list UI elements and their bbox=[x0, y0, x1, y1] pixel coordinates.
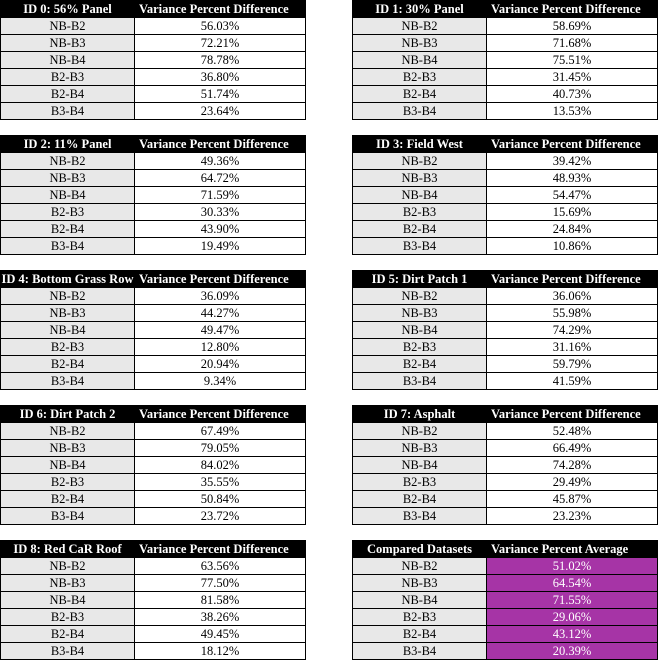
table-row bbox=[353, 440, 658, 457]
value-cell[interactable]: 78.78% bbox=[135, 52, 306, 69]
comparison-cell[interactable]: B2-B3 bbox=[353, 474, 487, 491]
table-row bbox=[1, 457, 306, 474]
table-header-row bbox=[353, 406, 658, 423]
value-cell[interactable]: 63.56% bbox=[135, 558, 306, 575]
comparison-cell[interactable]: NB-B3 bbox=[1, 575, 135, 592]
table-row bbox=[353, 187, 658, 204]
comparison-cell[interactable]: B2-B4 bbox=[353, 626, 487, 643]
table-header-row bbox=[353, 271, 658, 288]
value-cell[interactable]: 55.98% bbox=[487, 305, 658, 322]
panel-table-id-7 bbox=[352, 405, 658, 525]
table-row bbox=[353, 204, 658, 221]
value-cell[interactable]: 56.03% bbox=[135, 18, 306, 35]
value-cell[interactable]: 12.80% bbox=[135, 339, 306, 356]
value-cell[interactable]: 48.93% bbox=[487, 170, 658, 187]
value-cell[interactable]: 64.72% bbox=[135, 170, 306, 187]
table-row bbox=[1, 592, 306, 609]
table-row bbox=[1, 238, 306, 255]
comparison-cell[interactable]: B2-B4 bbox=[1, 86, 135, 103]
value-cell[interactable]: 29.49% bbox=[487, 474, 658, 491]
column-header[interactable]: Variance Percent Difference bbox=[135, 1, 306, 18]
table-header-row bbox=[1, 136, 306, 153]
value-cell[interactable]: 38.26% bbox=[135, 609, 306, 626]
comparison-cell[interactable]: NB-B4 bbox=[1, 187, 135, 204]
value-cell[interactable]: 40.73% bbox=[487, 86, 658, 103]
block-title[interactable]: ID 1: 30% Panel bbox=[353, 1, 487, 18]
comparison-cell[interactable]: NB-B3 bbox=[1, 440, 135, 457]
comparison-cell[interactable]: NB-B2 bbox=[1, 18, 135, 35]
comparison-cell[interactable]: B2-B3 bbox=[353, 609, 487, 626]
value-cell[interactable]: 20.94% bbox=[135, 356, 306, 373]
value-cell[interactable]: 24.84% bbox=[487, 221, 658, 238]
table-header-row bbox=[1, 1, 306, 18]
table-row bbox=[1, 356, 306, 373]
panel-table-id-6 bbox=[0, 405, 306, 525]
panel-table-id-5 bbox=[352, 270, 658, 390]
panel-table-id-2 bbox=[0, 135, 306, 255]
value-cell[interactable]: 50.84% bbox=[135, 491, 306, 508]
value-cell[interactable]: 79.05% bbox=[135, 440, 306, 457]
column-header[interactable]: Variance Percent Difference bbox=[135, 406, 306, 423]
comparison-cell[interactable]: B3-B4 bbox=[353, 373, 487, 390]
comparison-cell[interactable]: B3-B4 bbox=[353, 508, 487, 525]
comparison-cell[interactable]: B2-B4 bbox=[353, 356, 487, 373]
block-title[interactable]: ID 3: Field West bbox=[353, 136, 487, 153]
table-row bbox=[1, 626, 306, 643]
comparison-cell[interactable]: NB-B2 bbox=[1, 288, 135, 305]
value-cell[interactable]: 36.80% bbox=[135, 69, 306, 86]
comparison-cell[interactable]: B3-B4 bbox=[1, 508, 135, 525]
table-row bbox=[353, 305, 658, 322]
comparison-cell[interactable]: B2-B3 bbox=[353, 204, 487, 221]
value-cell[interactable]: 31.16% bbox=[487, 339, 658, 356]
table-row bbox=[1, 204, 306, 221]
value-cell[interactable]: 31.45% bbox=[487, 69, 658, 86]
table-row bbox=[1, 339, 306, 356]
comparison-cell[interactable]: B3-B4 bbox=[1, 643, 135, 660]
comparison-cell[interactable]: NB-B3 bbox=[1, 170, 135, 187]
table-row bbox=[353, 35, 658, 52]
panel-table-id-1 bbox=[352, 0, 658, 120]
value-cell[interactable]: 10.86% bbox=[487, 238, 658, 255]
table-row bbox=[353, 170, 658, 187]
comparison-cell[interactable]: B2-B4 bbox=[353, 221, 487, 238]
value-cell[interactable]: 43.90% bbox=[135, 221, 306, 238]
panel-table-id-0 bbox=[0, 0, 306, 120]
table-row bbox=[353, 643, 658, 660]
value-cell[interactable]: 49.47% bbox=[135, 322, 306, 339]
table-row bbox=[353, 322, 658, 339]
value-cell[interactable]: 58.69% bbox=[487, 18, 658, 35]
block-title[interactable]: ID 0: 56% Panel bbox=[1, 1, 135, 18]
table-row bbox=[1, 69, 306, 86]
value-cell[interactable]: 52.48% bbox=[487, 423, 658, 440]
comparison-cell[interactable]: NB-B2 bbox=[353, 153, 487, 170]
table-row bbox=[353, 18, 658, 35]
comparison-cell[interactable]: B3-B4 bbox=[353, 238, 487, 255]
value-cell[interactable]: 51.02% bbox=[487, 558, 658, 575]
comparison-cell[interactable]: B2-B3 bbox=[353, 339, 487, 356]
value-cell[interactable]: 71.55% bbox=[487, 592, 658, 609]
table-row bbox=[353, 373, 658, 390]
table-row bbox=[1, 103, 306, 120]
table-row bbox=[1, 423, 306, 440]
value-cell[interactable]: 13.53% bbox=[487, 103, 658, 120]
value-cell[interactable]: 49.36% bbox=[135, 153, 306, 170]
block-title[interactable]: ID 5: Dirt Patch 1 bbox=[353, 271, 487, 288]
table-row bbox=[353, 52, 658, 69]
value-cell[interactable]: 30.33% bbox=[135, 204, 306, 221]
comparison-cell[interactable]: B2-B3 bbox=[1, 69, 135, 86]
value-cell[interactable]: 71.68% bbox=[487, 35, 658, 52]
value-cell[interactable]: 72.21% bbox=[135, 35, 306, 52]
comparison-cell[interactable]: NB-B2 bbox=[353, 558, 487, 575]
table-header-row bbox=[353, 1, 658, 18]
comparison-cell[interactable]: NB-B4 bbox=[1, 52, 135, 69]
column-header[interactable]: Variance Percent Difference bbox=[135, 271, 306, 288]
table-row bbox=[353, 592, 658, 609]
comparison-cell[interactable]: B3-B4 bbox=[353, 103, 487, 120]
value-cell[interactable]: 74.29% bbox=[487, 322, 658, 339]
value-cell[interactable]: 23.72% bbox=[135, 508, 306, 525]
comparison-cell[interactable]: NB-B3 bbox=[1, 35, 135, 52]
comparison-cell[interactable]: NB-B2 bbox=[353, 423, 487, 440]
comparison-cell[interactable]: B3-B4 bbox=[1, 238, 135, 255]
table-row bbox=[1, 643, 306, 660]
comparison-cell[interactable]: NB-B4 bbox=[353, 52, 487, 69]
comparison-cell[interactable]: B2-B4 bbox=[353, 86, 487, 103]
table-row bbox=[1, 575, 306, 592]
block-title[interactable]: ID 4: Bottom Grass Row bbox=[1, 272, 134, 286]
comparison-cell[interactable]: B3-B4 bbox=[353, 643, 487, 660]
comparison-cell[interactable]: NB-B4 bbox=[353, 187, 487, 204]
column-header[interactable]: Variance Percent Difference bbox=[135, 136, 306, 153]
comparison-cell[interactable]: NB-B4 bbox=[353, 457, 487, 474]
value-cell[interactable]: 35.55% bbox=[135, 474, 306, 491]
value-cell[interactable]: 43.12% bbox=[487, 626, 658, 643]
value-cell[interactable]: 67.49% bbox=[135, 423, 306, 440]
value-cell[interactable]: 29.06% bbox=[487, 609, 658, 626]
comparison-cell[interactable]: B3-B4 bbox=[1, 373, 135, 390]
table-row bbox=[353, 339, 658, 356]
block-title[interactable]: ID 2: 11% Panel bbox=[1, 136, 135, 153]
comparison-cell[interactable]: NB-B3 bbox=[1, 305, 135, 322]
value-cell[interactable]: 36.09% bbox=[135, 288, 306, 305]
panel-table-id-8 bbox=[0, 540, 306, 660]
table-row bbox=[1, 558, 306, 575]
table-header-row bbox=[1, 406, 306, 423]
table-row bbox=[1, 440, 306, 457]
comparison-cell[interactable]: NB-B2 bbox=[353, 288, 487, 305]
comparison-cell[interactable]: NB-B2 bbox=[1, 423, 135, 440]
block-title[interactable]: ID 8: Red CaR Roof bbox=[1, 541, 135, 558]
comparison-cell[interactable]: B2-B4 bbox=[1, 626, 135, 643]
comparison-cell[interactable]: NB-B4 bbox=[353, 322, 487, 339]
table-row bbox=[353, 626, 658, 643]
table-row bbox=[353, 508, 658, 525]
value-cell[interactable]: 75.51% bbox=[487, 52, 658, 69]
column-header[interactable]: Variance Percent Average bbox=[487, 541, 658, 558]
comparison-cell[interactable]: NB-B3 bbox=[353, 35, 487, 52]
comparison-cell[interactable]: NB-B3 bbox=[353, 305, 487, 322]
table-row bbox=[1, 508, 306, 525]
average-table bbox=[352, 540, 658, 660]
table-header-row bbox=[1, 541, 306, 558]
comparison-cell[interactable]: B2-B4 bbox=[353, 491, 487, 508]
value-cell[interactable]: 59.79% bbox=[487, 356, 658, 373]
value-cell[interactable]: 54.47% bbox=[487, 187, 658, 204]
value-cell[interactable]: 44.27% bbox=[135, 305, 306, 322]
table-row bbox=[353, 288, 658, 305]
table-row bbox=[1, 221, 306, 238]
comparison-cell[interactable]: B2-B4 bbox=[1, 221, 135, 238]
comparison-cell[interactable]: NB-B3 bbox=[353, 440, 487, 457]
panel-table-id-4 bbox=[0, 270, 306, 390]
value-cell[interactable]: 41.59% bbox=[487, 373, 658, 390]
table-row bbox=[353, 238, 658, 255]
value-cell[interactable]: 49.45% bbox=[135, 626, 306, 643]
comparison-cell[interactable]: NB-B2 bbox=[1, 558, 135, 575]
comparison-cell[interactable]: B3-B4 bbox=[1, 103, 135, 120]
block-title[interactable]: Compared Datasets bbox=[353, 541, 487, 558]
table-row bbox=[353, 491, 658, 508]
comparison-cell[interactable]: B2-B3 bbox=[1, 339, 135, 356]
column-header[interactable]: Variance Percent Difference bbox=[487, 271, 658, 288]
value-cell[interactable]: 9.34% bbox=[135, 373, 306, 390]
table-row bbox=[353, 575, 658, 592]
table-row bbox=[1, 52, 306, 69]
value-cell[interactable]: 81.58% bbox=[135, 592, 306, 609]
table-row bbox=[353, 423, 658, 440]
comparison-cell[interactable]: B2-B3 bbox=[1, 609, 135, 626]
column-header[interactable]: Variance Percent Difference bbox=[487, 136, 658, 153]
value-cell[interactable]: 77.50% bbox=[135, 575, 306, 592]
comparison-cell[interactable]: NB-B3 bbox=[353, 575, 487, 592]
table-row bbox=[353, 86, 658, 103]
comparison-cell[interactable]: NB-B4 bbox=[1, 457, 135, 474]
table-row bbox=[1, 474, 306, 491]
table-row bbox=[1, 35, 306, 52]
value-cell[interactable]: 84.02% bbox=[135, 457, 306, 474]
table-row bbox=[1, 18, 306, 35]
panel-table-id-3 bbox=[352, 135, 658, 255]
block-title[interactable]: ID 6: Dirt Patch 2 bbox=[1, 406, 135, 423]
comparison-cell[interactable]: B2-B3 bbox=[1, 474, 135, 491]
table-header-row bbox=[353, 136, 658, 153]
value-cell[interactable]: 36.06% bbox=[487, 288, 658, 305]
comparison-cell[interactable]: B2-B4 bbox=[1, 491, 135, 508]
value-cell[interactable]: 74.28% bbox=[487, 457, 658, 474]
block-title[interactable]: ID 7: Asphalt bbox=[353, 406, 487, 423]
comparison-cell[interactable]: B2-B3 bbox=[1, 204, 135, 221]
comparison-cell[interactable]: B2-B4 bbox=[1, 356, 135, 373]
table-row bbox=[1, 288, 306, 305]
comparison-cell[interactable]: NB-B4 bbox=[1, 322, 135, 339]
table-row bbox=[353, 153, 658, 170]
table-row bbox=[353, 609, 658, 626]
value-cell[interactable]: 18.12% bbox=[135, 643, 306, 660]
comparison-cell[interactable]: NB-B4 bbox=[1, 592, 135, 609]
comparison-cell[interactable]: NB-B2 bbox=[1, 153, 135, 170]
table-row bbox=[353, 474, 658, 491]
value-cell[interactable]: 23.64% bbox=[135, 103, 306, 120]
table-row bbox=[353, 221, 658, 238]
table-row bbox=[1, 170, 306, 187]
value-cell[interactable]: 15.69% bbox=[487, 204, 658, 221]
table-row bbox=[1, 491, 306, 508]
comparison-cell[interactable]: NB-B3 bbox=[353, 170, 487, 187]
column-header[interactable]: Variance Percent Difference bbox=[135, 541, 306, 558]
value-cell[interactable]: 71.59% bbox=[135, 187, 306, 204]
table-row bbox=[353, 558, 658, 575]
comparison-cell[interactable]: NB-B4 bbox=[353, 592, 487, 609]
value-cell[interactable]: 64.54% bbox=[487, 575, 658, 592]
value-cell[interactable]: 19.49% bbox=[135, 238, 306, 255]
table-row bbox=[1, 373, 306, 390]
value-cell[interactable]: 45.87% bbox=[487, 491, 658, 508]
table-row bbox=[353, 457, 658, 474]
table-row bbox=[1, 86, 306, 103]
table-row bbox=[1, 187, 306, 204]
column-header[interactable]: Variance Percent Difference bbox=[487, 406, 658, 423]
value-cell[interactable]: 39.42% bbox=[487, 153, 658, 170]
table-header-row bbox=[353, 541, 658, 558]
value-cell[interactable]: 23.23% bbox=[487, 508, 658, 525]
value-cell[interactable]: 51.74% bbox=[135, 86, 306, 103]
table-row bbox=[1, 153, 306, 170]
table-row bbox=[353, 103, 658, 120]
table-header-row bbox=[1, 271, 306, 288]
table-row bbox=[1, 305, 306, 322]
comparison-cell[interactable]: B2-B3 bbox=[353, 69, 487, 86]
table-row bbox=[1, 609, 306, 626]
table-row bbox=[1, 322, 306, 339]
column-header[interactable]: Variance Percent Difference bbox=[487, 1, 658, 18]
table-row bbox=[353, 356, 658, 373]
comparison-cell[interactable]: NB-B2 bbox=[353, 18, 487, 35]
value-cell[interactable]: 20.39% bbox=[487, 643, 658, 660]
value-cell[interactable]: 66.49% bbox=[487, 440, 658, 457]
table-row bbox=[353, 69, 658, 86]
